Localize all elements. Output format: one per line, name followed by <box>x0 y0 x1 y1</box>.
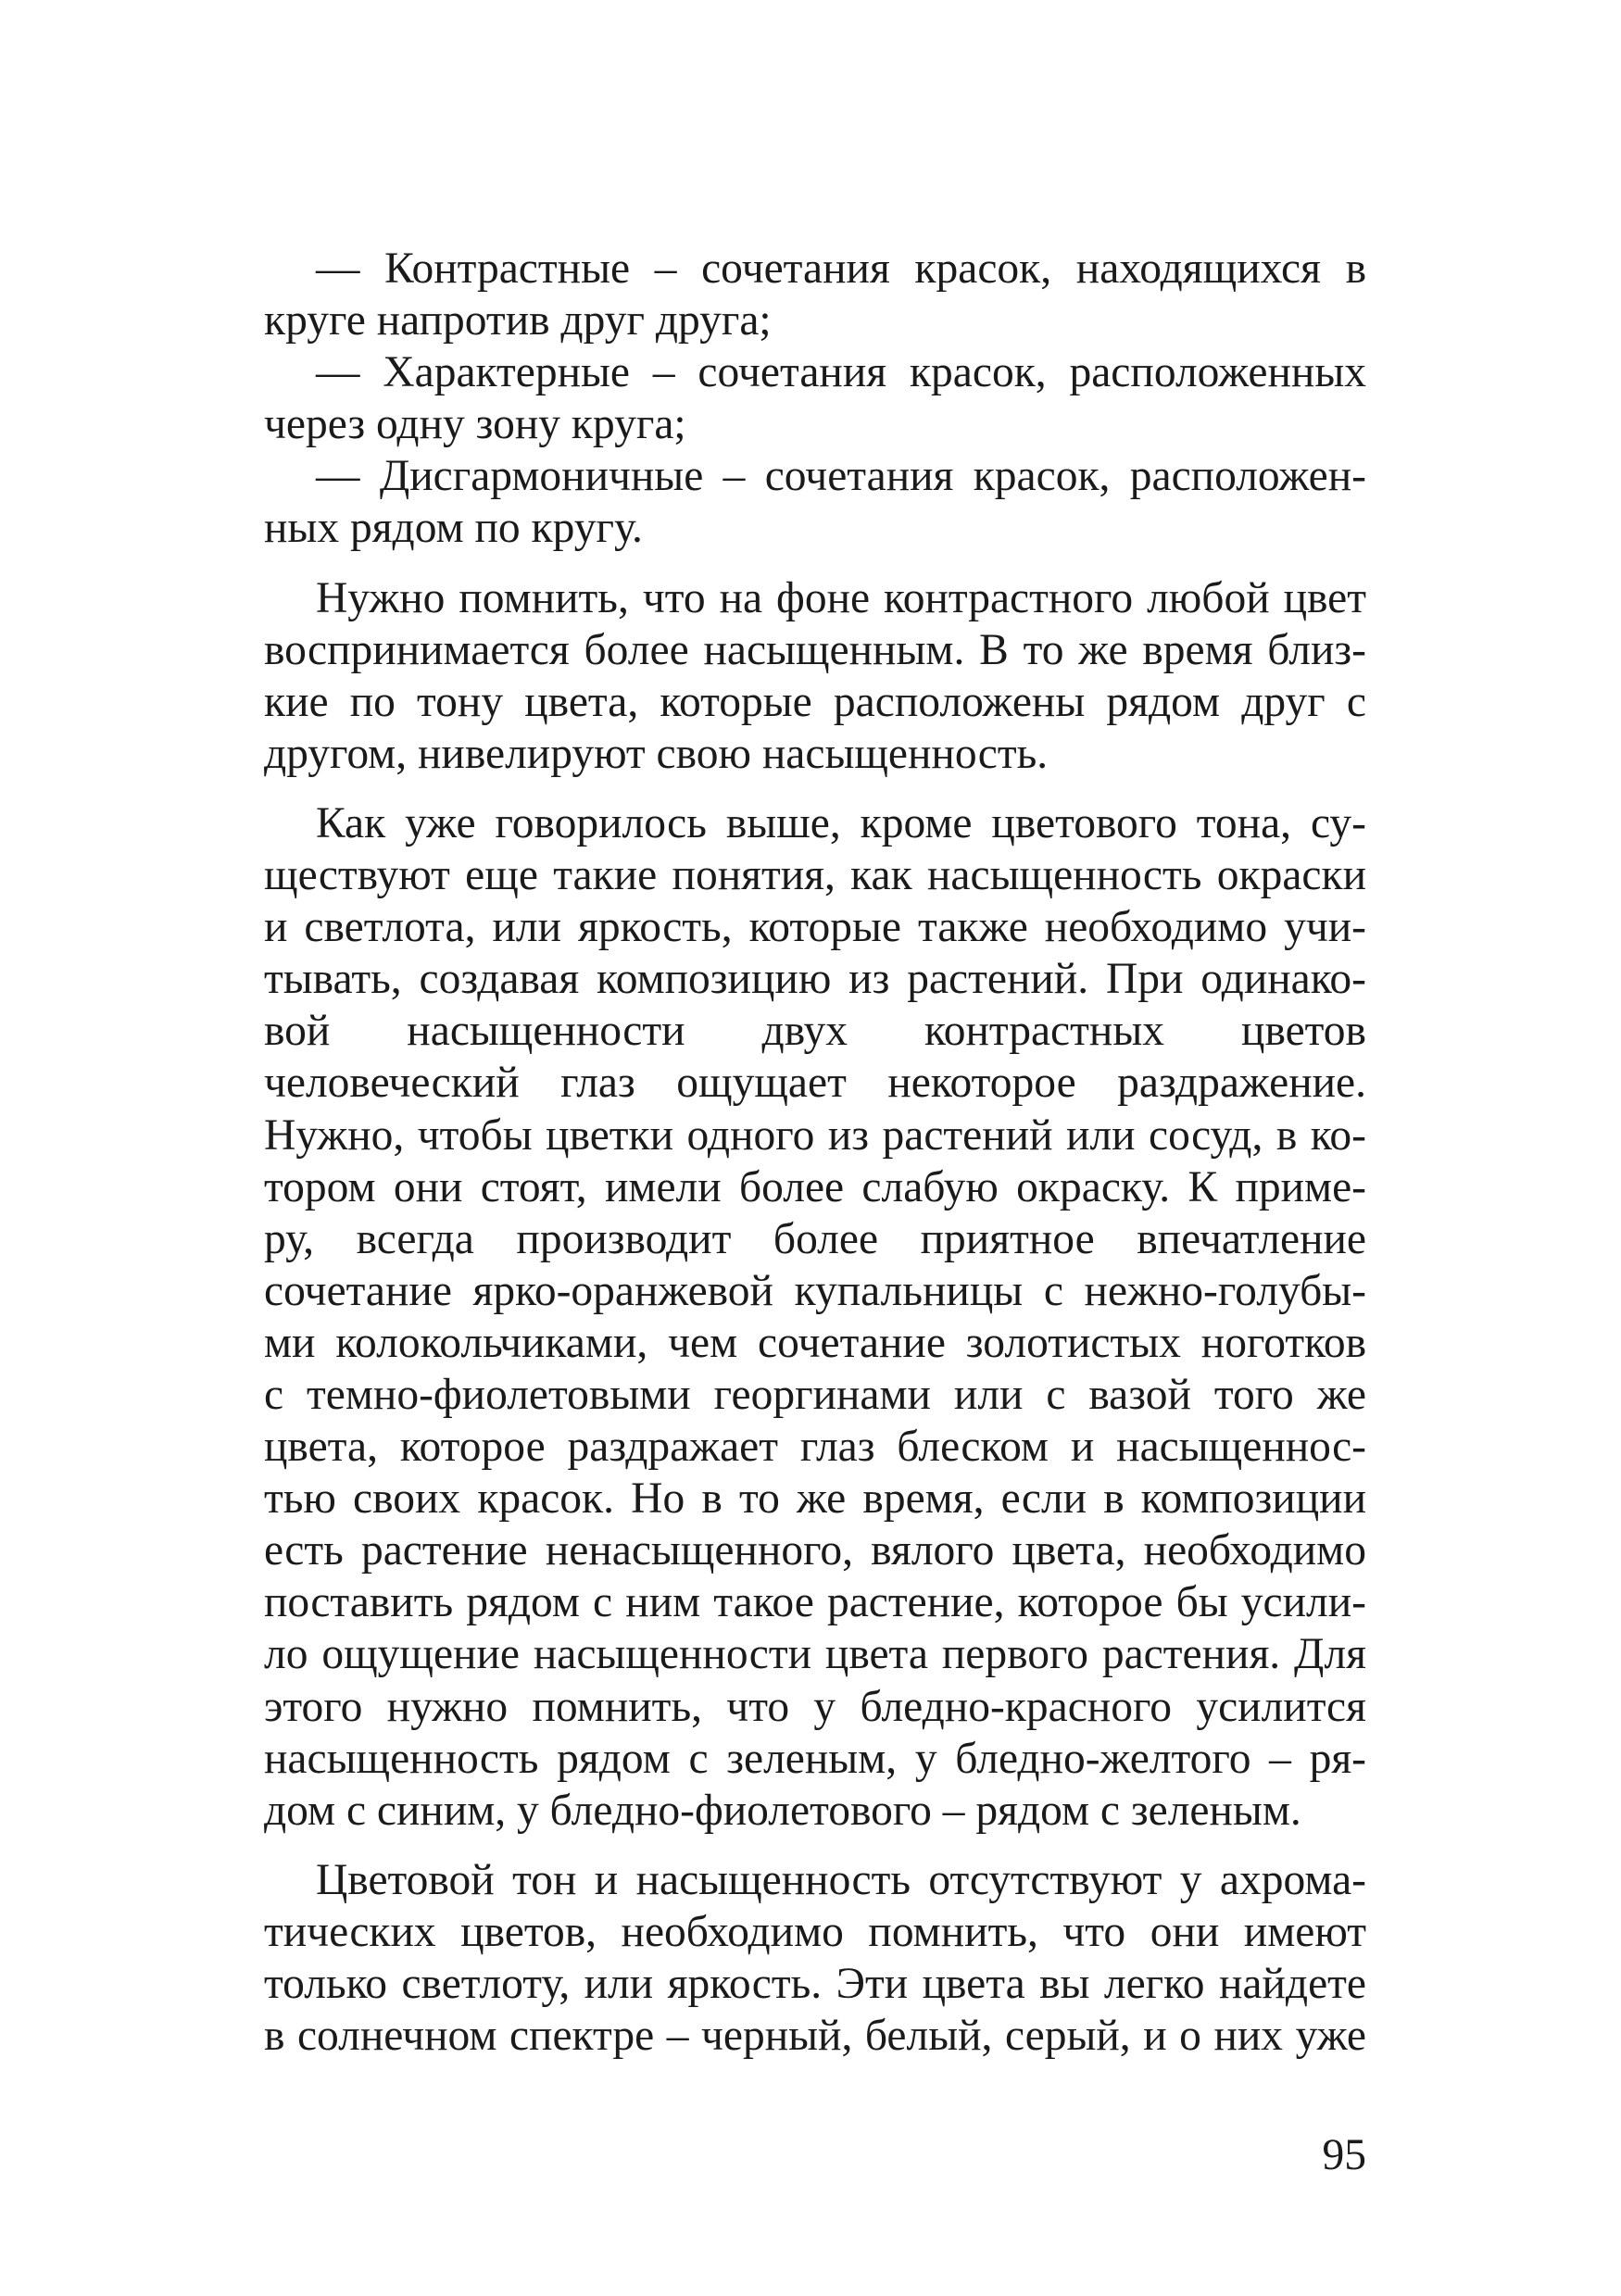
text-line: — Дисгармоничные – сочетания красок, расположен- <box>316 452 1366 501</box>
paragraph-gap <box>264 780 1366 797</box>
paragraph-gap <box>264 1837 1366 1854</box>
paragraph <box>264 1854 1366 2062</box>
text-line: круге напротив друг друга; <box>264 296 772 345</box>
text-line: вой насыщенности двух контрастных цветов <box>264 1007 1366 1056</box>
text-line: тических цветов, необходимо помнить, что они имеют <box>264 1907 1366 1956</box>
text-line: — Контрастные – сочетания красок, находящихся в <box>316 245 1366 293</box>
text-line: и светлота, или яркость, которые также необходимо учи- <box>264 903 1366 952</box>
text-line: только светлоту, или яркость. Эти цвета вы легко найдете <box>264 1960 1366 2008</box>
text-line: тором они стоят, имели более слабую окраску. К приме- <box>264 1162 1366 1211</box>
text-line: ных рядом по кругу. <box>264 504 643 553</box>
text-line: кие по тону цвета, которые расположены рядом друг с <box>264 677 1366 726</box>
text-line: Нужно, чтобы цветки одного из растений или сосуд, в ко- <box>264 1110 1366 1160</box>
text-line: ру, всегда производит более приятное впечатление <box>264 1214 1366 1263</box>
paragraph-gap <box>264 555 1366 572</box>
text-line: дом с синим, у бледно-фиолетового – рядом с зеленым. <box>264 1786 1301 1835</box>
text-line: — Характерные – сочетания красок, расположенных <box>316 348 1366 397</box>
text-line: Нужно помнить, что на фоне контрастного любой цвет <box>316 573 1366 622</box>
text-line: сочетание ярко-оранжевой купальницы с нежно-голубы- <box>264 1266 1366 1315</box>
text-line: ми колокольчиками, чем сочетание золотистых ноготков <box>264 1318 1366 1367</box>
text-line: другом, нивелируют свою насыщенность. <box>264 729 1049 778</box>
paragraph <box>264 572 1366 780</box>
text-line: Цветовой тон и насыщенность отсутствуют у ахрома- <box>316 1855 1366 1904</box>
text-line: поставить рядом с ним такое растение, которое бы усили- <box>264 1578 1366 1627</box>
text-line: этого нужно помнить, что у бледно-красного усилится <box>264 1682 1366 1731</box>
text-line: насыщенность рядом с зеленым, у бледно-желтого – ря- <box>264 1734 1366 1783</box>
text-line: ществуют еще такие понятия, как насыщенность окраски <box>264 851 1366 900</box>
text-line: человеческий глаз ощущает некоторое раздражение. <box>264 1059 1366 1108</box>
page-body <box>264 243 1366 2062</box>
text-line: тью своих красок. Но в то же время, если в композиции <box>264 1474 1366 1524</box>
text-line: в солнечном спектре – черный, белый, серый, и о них уже <box>264 2012 1366 2061</box>
text-line: ло ощущение насыщенности цвета первого растения. Для <box>264 1630 1366 1679</box>
text-line: цвета, которое раздражает глаз блеском и насыщеннос- <box>264 1423 1366 1472</box>
text-line: воспринимается более насыщенным. В то же время близ- <box>264 625 1366 674</box>
paragraph <box>264 797 1366 1837</box>
paragraph <box>264 450 1366 554</box>
text-line: тывать, создавая композицию из растений. При одинако- <box>264 955 1366 1004</box>
text-line: Как уже говорилось выше, кроме цветового тона, су- <box>316 798 1366 847</box>
text-line: с темно-фиолетовыми георгинами или с вазой того же <box>264 1370 1366 1419</box>
page-number: 95 <box>1322 2131 1366 2179</box>
text-line: через одну зону круга; <box>264 400 686 449</box>
paragraph <box>264 346 1366 450</box>
text-line: есть растение ненасыщенного, вялого цвета, необходимо <box>264 1526 1366 1575</box>
paragraph <box>264 243 1366 346</box>
